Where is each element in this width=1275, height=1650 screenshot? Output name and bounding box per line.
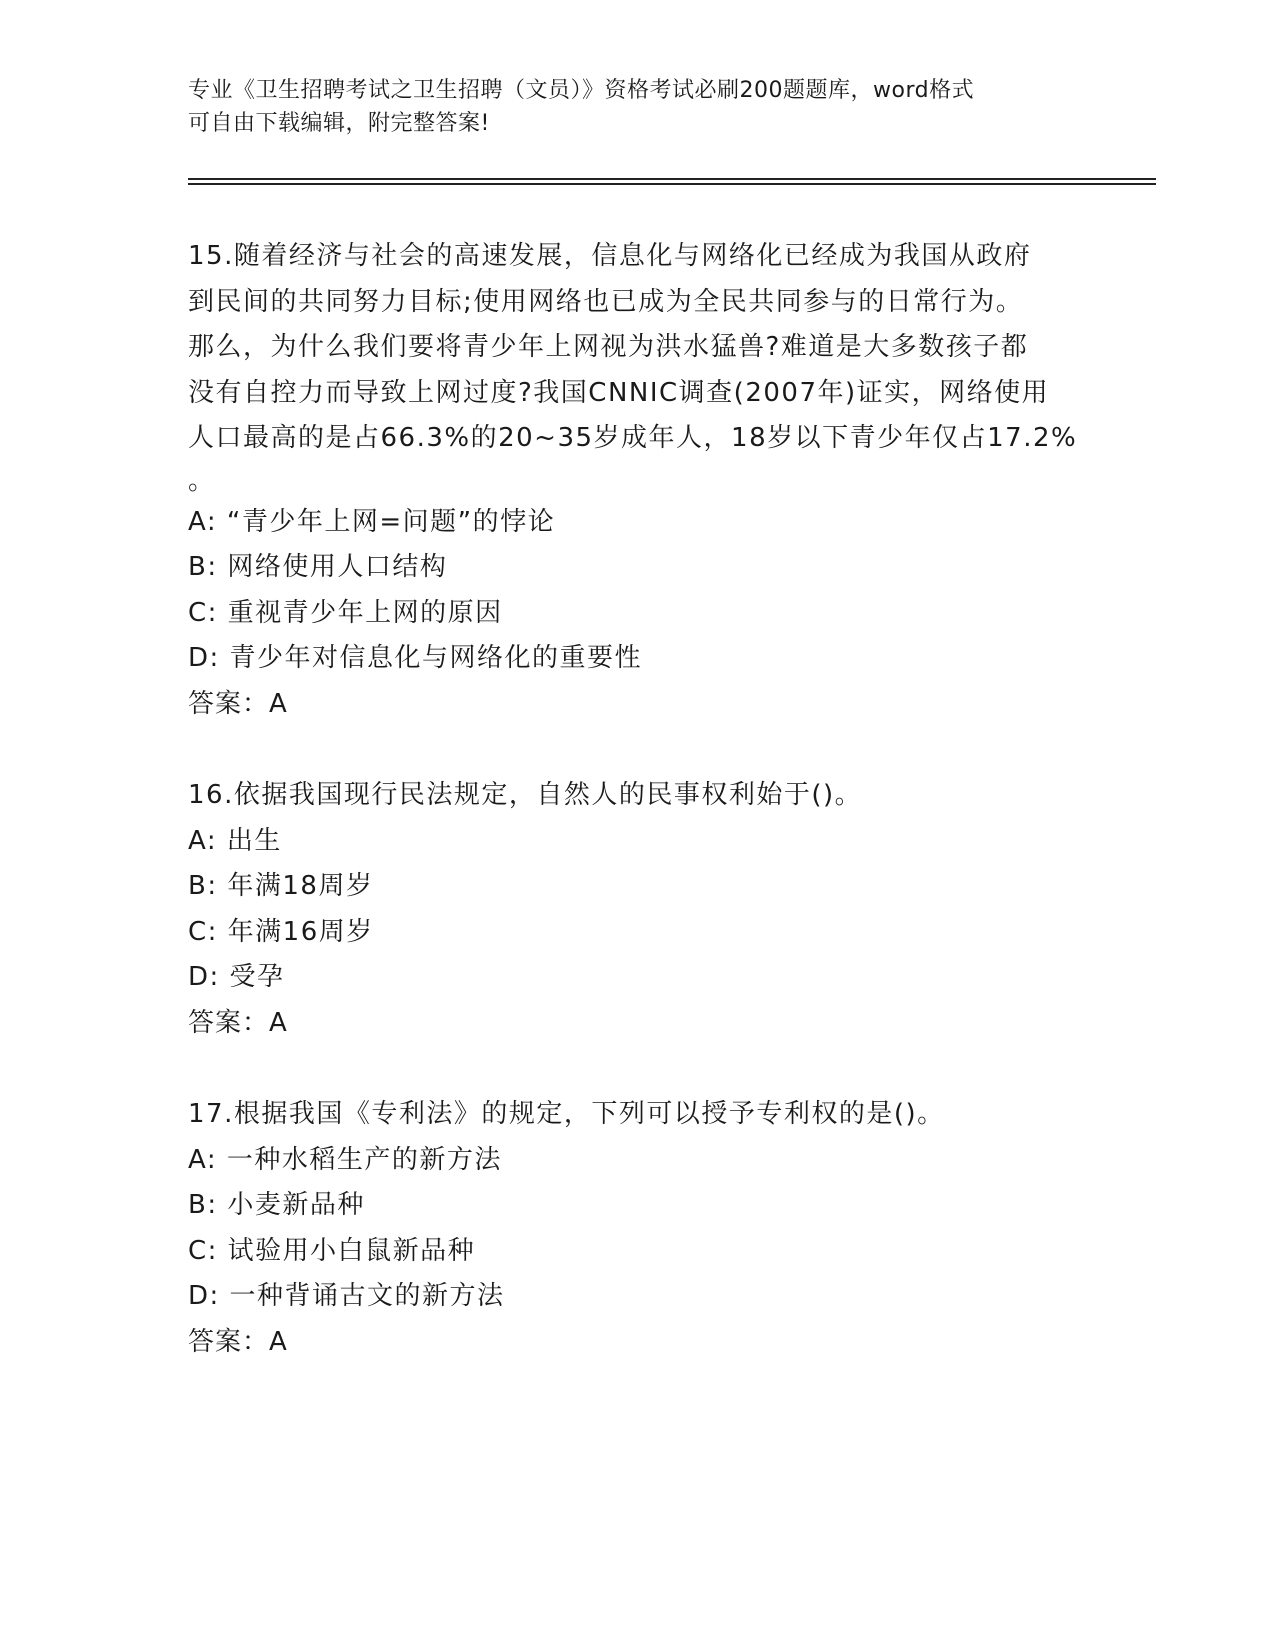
- question-17: [188, 1092, 1088, 1365]
- option-b: B: 年满18周岁: [188, 871, 374, 901]
- option-a: A: 出生: [188, 825, 282, 856]
- document-header: [188, 74, 1088, 140]
- question-15: [188, 234, 1088, 727]
- answer-label: 答案：A: [188, 688, 288, 719]
- answer-label: 答案：A: [188, 1326, 288, 1357]
- answer-label: 答案：A: [188, 1007, 288, 1038]
- option-d: D: 一种背诵古文的新方法: [188, 1281, 505, 1311]
- header-divider-top: [188, 178, 1156, 180]
- question-stem-line: 人口最高的是占66.3%的20~35岁成年人，18岁以下青少年仅占17.2%: [188, 423, 1078, 453]
- question-stem-line: 。: [188, 465, 216, 496]
- option-a: A: “青少年上网=问题”的悖论: [188, 506, 556, 537]
- option-c: C: 试验用小白鼠新品种: [188, 1235, 476, 1266]
- question-16: [188, 773, 1088, 1046]
- header-line-1: 专业《卫生招聘考试之卫生招聘（文员）》资格考试必刷200题题库，word格式: [188, 78, 975, 103]
- question-spacer: [188, 727, 1088, 773]
- question-stem-line: 17.根据我国《专利法》的规定，下列可以授予专利权的是()。: [188, 1099, 945, 1129]
- question-stem-line: 那么，为什么我们要将青少年上网视为洪水猛兽?难道是大多数孩子都: [188, 332, 1029, 362]
- question-spacer: [188, 1046, 1088, 1092]
- question-stem-line: 没有自控力而导致上网过度?我国CNNIC调查(2007年)证实，网络使用: [188, 377, 1050, 408]
- option-a: A: 一种水稻生产的新方法: [188, 1144, 502, 1175]
- option-c: C: 重视青少年上网的原因: [188, 597, 503, 628]
- question-list: [188, 234, 1088, 1365]
- option-d: D: 受孕: [188, 962, 285, 992]
- option-c: C: 年满16周岁: [188, 916, 374, 947]
- question-stem-line: 到民间的共同努力目标;使用网络也已成为全民共同参与的日常行为。: [188, 286, 1024, 317]
- option-d: D: 青少年对信息化与网络化的重要性: [188, 643, 643, 673]
- header-line-2: 可自由下载编辑，附完整答案!: [188, 111, 490, 136]
- question-stem-line: 15.随着经济与社会的高速发展，信息化与网络化已经成为我国从政府: [188, 241, 1032, 271]
- option-b: B: 小麦新品种: [188, 1190, 365, 1220]
- question-stem-line: 16.依据我国现行民法规定，自然人的民事权利始于()。: [188, 780, 863, 810]
- header-divider-bottom: [188, 183, 1156, 185]
- option-b: B: 网络使用人口结构: [188, 552, 448, 582]
